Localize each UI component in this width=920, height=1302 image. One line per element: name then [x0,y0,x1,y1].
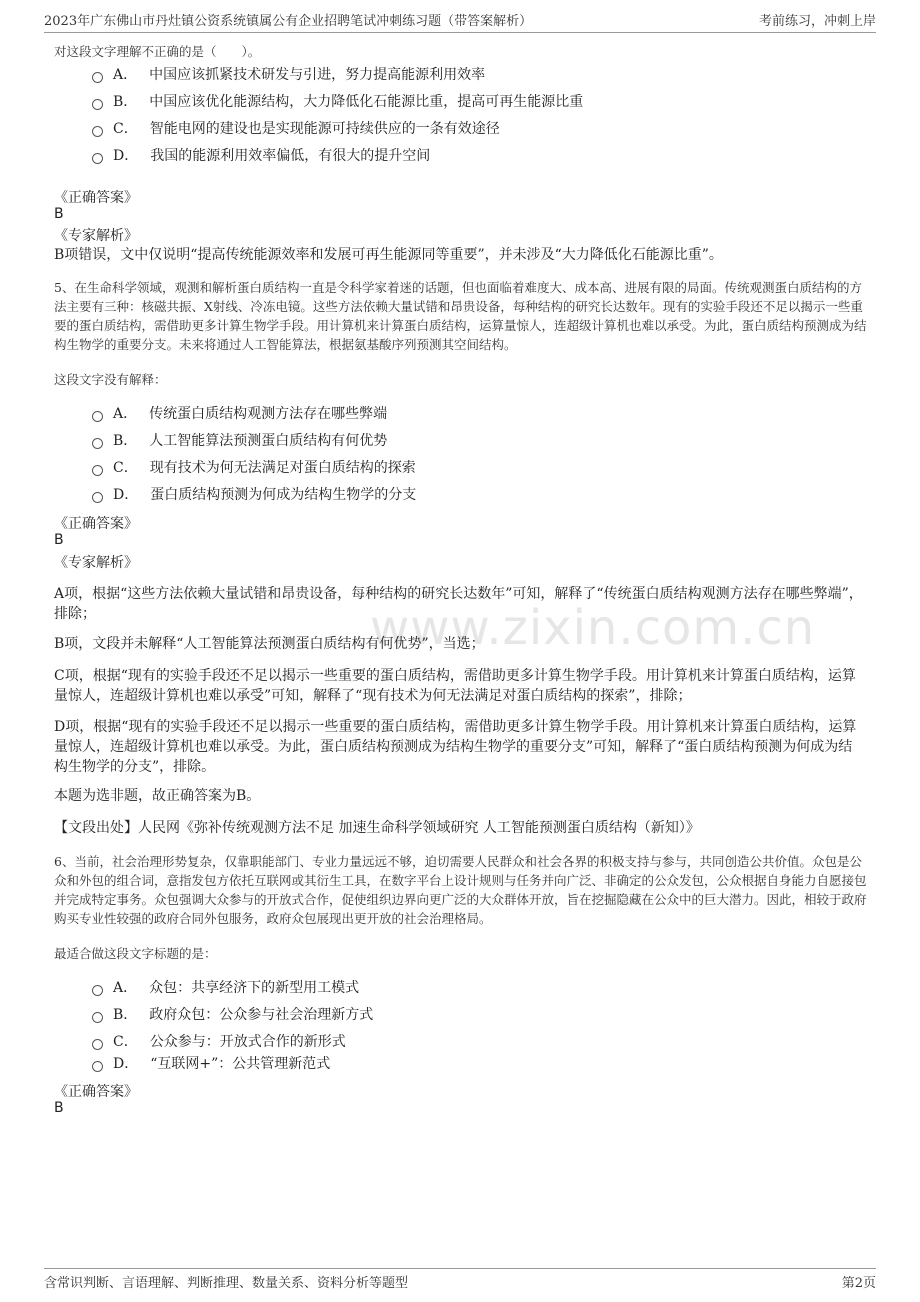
q5-analysis-c: C项，根据“现有的实验手段还不足以揭示一些重要的蛋白质结构，需借助更多计算生物学手段。用计算机来计算蛋白质结构，运算量惊人，连超级计算机也难以承受”可知，解释了“现有技术为何无法满足对蛋白质结构的探索”，排除； [54,668,856,704]
header-title: 2023年广东佛山市丹灶镇公资系统镇属公有企业招聘笔试冲刺练习题（带答案解析） [44,14,533,29]
q5-answer-label: 《正确答案》 [54,516,138,532]
q5-option-a[interactable]: A． 传统蛋白质结构观测方法存在哪些弊端 [92,403,387,423]
q5-option-d[interactable]: D． 蛋白质结构预测为何成为结构生物学的分支 [92,484,416,504]
q4-option-c[interactable]: C． 智能电网的建设也是实现能源可持续供应的一条有效途径 [92,118,500,138]
q4-answer: B [54,206,64,222]
q6-option-b[interactable]: B． 政府众包：公众参与社会治理新方式 [92,1004,373,1024]
q5-conclusion: 本题为选非题，故正确答案为B。 [54,788,261,804]
q4-answer-label: 《正确答案》 [54,190,138,206]
page-number: 第2页 [841,1276,876,1291]
q6-passage: 6、当前，社会治理形势复杂，仅靠职能部门、专业力量远远不够，迫切需要人民群众和社会各界的积极支持与参与，共同创造公共价值。众包是公众和外包的组合词，意指发包方依托互联网或其衍生工具，在数字平台上设计规则与任务并向广泛、非确定的公众发包，公众根据自身能力自愿接包并完成特定事务。众包强调大众参与的开放式合作，促使组织边界向更广泛的大众群体开放，旨在挖掘隐藏在公众中的巨大潜力。因此，相较于政府购买专业性较强的政府合同外包服务，政府众包展现出更开放的社会治理格局。 [54,854,867,926]
q6-stem: 最适合做这段文字标题的是： [54,946,217,961]
radio-icon[interactable] [92,438,103,449]
q4-analysis: B项错误，文中仅说明“提高传统能源效率和发展可再生能源同等重要”，并未涉及“大力降低化石能源比重”。 [54,247,723,263]
radio-icon[interactable] [92,1012,103,1023]
q5-analysis-b: B项，文段并未解释“人工智能算法预测蛋白质结构有何优势”，当选； [54,636,485,652]
q5-answer: B [54,532,64,548]
q5-source: 【文段出处】人民网《弥补传统观测方法不足 加速生命科学领域研究 人工智能预测蛋白质结构（新知）》 [54,820,700,836]
q6-option-a[interactable]: A． 众包：共享经济下的新型用工模式 [92,977,359,997]
radio-icon[interactable] [92,126,103,137]
footer-divider [44,1268,876,1269]
q5-option-b[interactable]: B． 人工智能算法预测蛋白质结构有何优势 [92,430,387,450]
header-slogan: 考前练习，冲刺上岸 [758,14,876,29]
q6-option-c[interactable]: C． 公众参与：开放式合作的新形式 [92,1031,346,1051]
radio-icon[interactable] [92,985,103,996]
radio-icon[interactable] [92,72,103,83]
radio-icon[interactable] [92,1061,103,1072]
q6-answer-label: 《正确答案》 [54,1084,138,1100]
q4-analysis-label: 《专家解析》 [54,228,138,244]
q4-stem: 对这段文字理解不正确的是（ ）。 [54,44,261,59]
q6-answer: B [54,1100,64,1116]
watermark: www.zixin.com.cn [370,600,816,656]
footer-text: 含常识判断、言语理解、判断推理、数量关系、资料分析等题型 [44,1276,409,1291]
radio-icon[interactable] [92,411,103,422]
radio-icon[interactable] [92,492,103,503]
q5-analysis-label: 《专家解析》 [54,555,138,571]
q5-analysis-a: A项，根据“这些方法依赖大量试错和昂贵设备，每种结构的研究长达数年”可知，解释了“传统蛋白质结构观测方法存在哪些弊端”，排除； [54,586,863,622]
q6-option-d[interactable]: D． “互联网+”：公共管理新范式 [92,1053,330,1073]
radio-icon[interactable] [92,99,103,110]
q5-passage: 5、在生命科学领域，观测和解析蛋白质结构一直是令科学家着迷的话题，但也面临着难度大、成本高、进展有限的局面。传统观测蛋白质结构的方法主要有三种：核磁共振、X射线、冷冻电镜。这些方法依赖大量试错和昂贵设备，每种结构的研究长达数年。现有的实验手段还不足以揭示一些重要的蛋白质结构，需借助更多计算生物学手段。用计算机来计算蛋白质结构，运算量惊人，连超级计算机也难以承受。为此，蛋白质结构预测成为结构生物学的重要分支。未来将通过人工智能算法，根据氨基酸序列预测其空间结构。 [54,280,867,352]
radio-icon[interactable] [92,1039,103,1050]
q4-option-b[interactable]: B． 中国应该优化能源结构，大力降低化石能源比重，提高可再生能源比重 [92,91,583,111]
q5-option-c[interactable]: C． 现有技术为何无法满足对蛋白质结构的探索 [92,457,416,477]
q5-stem: 这段文字没有解释： [54,372,167,387]
q5-analysis-d: D项，根据“现有的实验手段还不足以揭示一些重要的蛋白质结构，需借助更多计算生物学手段。用计算机来计算蛋白质结构，运算量惊人，连超级计算机也难以承受。为此，蛋白质结构预测成为结构生物学的重要分支”可知，解释了“蛋白质结构预测为何成为结构生物学的分支”，排除。 [54,719,857,775]
q4-option-d[interactable]: D． 我国的能源利用效率偏低，有很大的提升空间 [92,145,430,165]
header-divider [44,32,876,33]
radio-icon[interactable] [92,465,103,476]
radio-icon[interactable] [92,153,103,164]
q4-option-a[interactable]: A． 中国应该抓紧技术研发与引进，努力提高能源利用效率 [92,64,485,84]
